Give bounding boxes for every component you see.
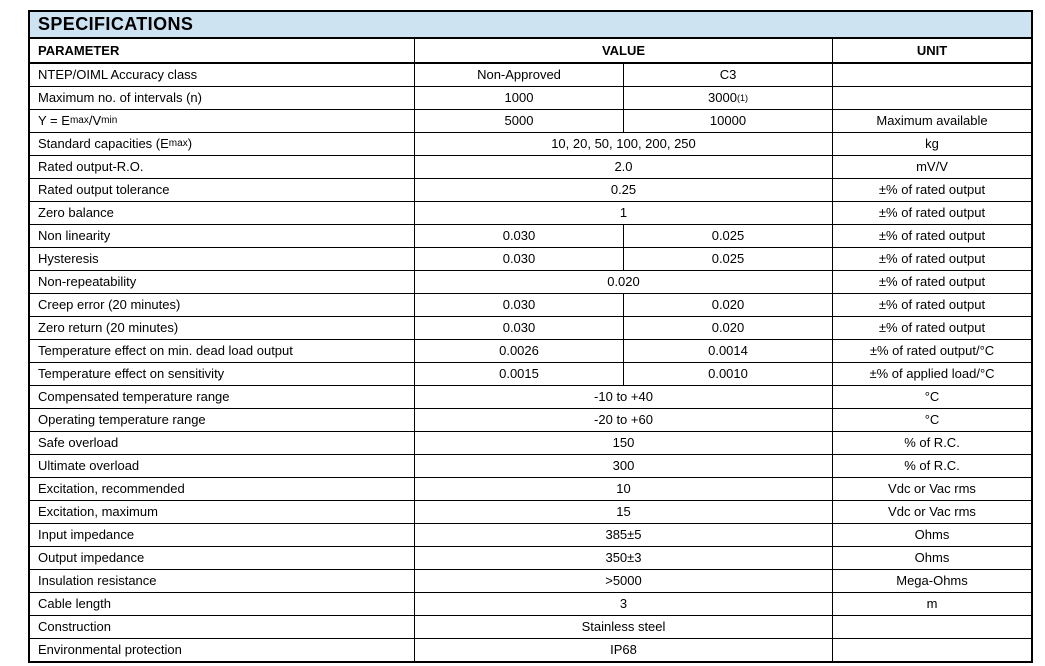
table-row [30,87,1031,110]
table-row [30,616,1031,639]
header-unit: UNIT [832,39,1031,62]
table-row [30,133,1031,156]
value-cell: 10 [414,478,832,500]
parameter-cell: Excitation, recommended [38,481,185,496]
table-row [30,455,1031,478]
table-row [30,110,1031,133]
unit-cell [832,639,1031,661]
value-cell: Stainless steel [414,616,832,638]
unit-cell: mV/V [832,156,1031,178]
value-cell: 0.0026 [414,340,623,362]
value-cell: IP68 [414,639,832,661]
table-row [30,478,1031,501]
unit-cell: °C [832,386,1031,408]
parameter-cell: Hysteresis [38,251,99,266]
parameter-cell: Operating temperature range [38,412,206,427]
table-row [30,202,1031,225]
value-cell: >5000 [414,570,832,592]
value-cell: 0.0010 [623,363,832,385]
value-cell: 3000 (1) [623,87,832,109]
table-row [30,639,1031,661]
header-value: VALUE [414,39,832,62]
value-cell: 0.020 [414,271,832,293]
value-cell: 0.030 [414,248,623,270]
unit-cell: ±% of rated output [832,294,1031,316]
table-row [30,593,1031,616]
unit-cell: kg [832,133,1031,155]
table-row [30,501,1031,524]
parameter-cell: Non linearity [38,228,111,243]
header-parameter: PARAMETER [38,42,120,58]
parameter-cell: Excitation, maximum [38,504,158,519]
value-cell: 385±5 [414,524,832,546]
unit-cell: Maximum available [832,110,1031,132]
unit-cell: °C [832,409,1031,431]
value-cell: 10000 [623,110,832,132]
table-row [30,64,1031,87]
value-cell: 0.020 [623,317,832,339]
table-row [30,294,1031,317]
table-row [30,409,1031,432]
table-row [30,363,1031,386]
table-row [30,248,1031,271]
value-cell: -20 to +60 [414,409,832,431]
parameter-cell: Creep error (20 minutes) [38,297,181,312]
parameter-cell: Rated output tolerance [38,182,170,197]
parameter-cell: Maximum no. of intervals (n) [38,90,202,105]
value-cell: 15 [414,501,832,523]
value-cell: 2.0 [414,156,832,178]
unit-cell: ±% of applied load/°C [832,363,1031,385]
specifications-table [28,10,1033,663]
value-cell: 0.030 [414,294,623,316]
unit-cell: Ohms [832,524,1031,546]
value-cell: 300 [414,455,832,477]
parameter-cell: Environmental protection [38,642,182,657]
value-cell: 0.020 [623,294,832,316]
value-cell: 0.0014 [623,340,832,362]
unit-cell: ±% of rated output [832,179,1031,201]
table-row [30,156,1031,179]
table-title: SPECIFICATIONS [38,14,194,34]
unit-cell: Vdc or Vac rms [832,478,1031,500]
unit-cell: % of R.C. [832,432,1031,454]
table-row [30,570,1031,593]
parameter-cell: Compensated temperature range [38,389,230,404]
value-cell: 10, 20, 50, 100, 200, 250 [414,133,832,155]
value-cell: 0.030 [414,225,623,247]
value-cell: 0.0015 [414,363,623,385]
table-body [30,64,1031,661]
value-cell: -10 to +40 [414,386,832,408]
parameter-cell: Zero balance [38,205,114,220]
value-cell: 3 [414,593,832,615]
table-row [30,386,1031,409]
unit-cell: Mega-Ohms [832,570,1031,592]
value-cell: 0.025 [623,248,832,270]
parameter-cell: Standard capacities (E max ) [38,136,193,151]
table-row [30,524,1031,547]
parameter-cell: Temperature effect on sensitivity [38,366,225,381]
parameter-cell: NTEP/OIML Accuracy class [38,67,198,82]
unit-cell [832,64,1031,86]
table-row [30,340,1031,363]
table-row [30,432,1031,455]
value-cell: 1000 [414,87,623,109]
value-cell: 5000 [414,110,623,132]
value-cell: 150 [414,432,832,454]
unit-cell [832,87,1031,109]
unit-cell: Ohms [832,547,1031,569]
parameter-cell: Temperature effect on min. dead load output [38,343,293,358]
table-row [30,547,1031,570]
parameter-cell: Safe overload [38,435,119,450]
table-row [30,179,1031,202]
parameter-cell: Output impedance [38,550,145,565]
unit-cell: % of R.C. [832,455,1031,477]
value-cell: 350±3 [414,547,832,569]
unit-cell: ±% of rated output [832,271,1031,293]
parameter-cell: Zero return (20 minutes) [38,320,179,335]
unit-cell: ±% of rated output [832,317,1031,339]
parameter-cell: Construction [38,619,111,634]
unit-cell: ±% of rated output [832,225,1031,247]
value-cell: 0.25 [414,179,832,201]
value-cell: 0.025 [623,225,832,247]
parameter-cell: Insulation resistance [38,573,157,588]
table-row [30,271,1031,294]
parameter-cell: Input impedance [38,527,135,542]
parameter-cell: Cable length [38,596,111,611]
unit-cell: ±% of rated output/°C [832,340,1031,362]
parameter-cell: Rated output-R.O. [38,159,144,174]
parameter-cell: Y = E max /V min [38,113,118,128]
value-cell: C3 [623,64,832,86]
unit-cell: m [832,593,1031,615]
table-header-row [30,39,1031,64]
parameter-cell: Non-repeatability [38,274,137,289]
parameter-cell: Ultimate overload [38,458,140,473]
value-cell: Non-Approved [414,64,623,86]
table-row [30,225,1031,248]
unit-cell: ±% of rated output [832,202,1031,224]
value-cell: 0.030 [414,317,623,339]
table-row [30,317,1031,340]
unit-cell [832,616,1031,638]
table-title-bar [30,12,1031,39]
unit-cell: ±% of rated output [832,248,1031,270]
value-cell: 1 [414,202,832,224]
unit-cell: Vdc or Vac rms [832,501,1031,523]
